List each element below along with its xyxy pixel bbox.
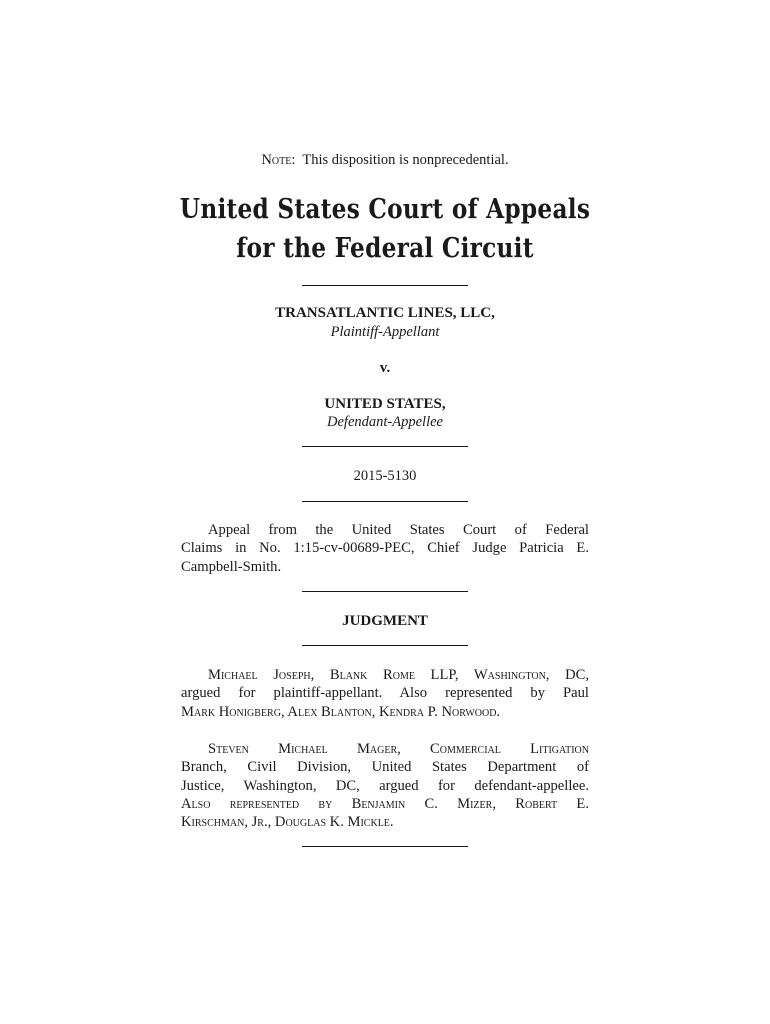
court-name-line-1: United States Court of Appeals bbox=[179, 194, 591, 225]
divider bbox=[302, 645, 468, 646]
judgment-heading: JUDGMENT bbox=[342, 613, 428, 629]
divider bbox=[302, 285, 468, 286]
versus: v. bbox=[379, 360, 391, 376]
appellant-name: TRANSATLANTIC LINES, LLC, bbox=[275, 305, 495, 321]
counsel-line: argued for plaintiff-appellant. Also represented by Paul bbox=[181, 685, 589, 702]
docket-number: 2015-5130 bbox=[353, 468, 417, 484]
defendant-counsel-paragraph bbox=[181, 740, 589, 831]
appeal-from-paragraph bbox=[181, 521, 589, 576]
counsel-line: Kirschman, Jr., Douglas K. Mickle. bbox=[181, 814, 394, 831]
appeal-line: Campbell-Smith. bbox=[181, 558, 282, 575]
appellee-role: Defendant-Appellee bbox=[327, 414, 443, 430]
divider bbox=[302, 446, 468, 447]
counsel-line: Steven Michael Mager, Commercial Litigation bbox=[208, 741, 589, 757]
divider bbox=[302, 501, 468, 502]
appeal-line: Appeal from the United States Court of Federal bbox=[208, 522, 589, 538]
court-name-line-2: for the Federal Circuit bbox=[236, 233, 534, 264]
counsel-line: Michael Joseph, Blank Rome LLP, Washington, DC, bbox=[208, 667, 589, 683]
note-text: This disposition is nonprecedential. bbox=[302, 152, 509, 168]
divider bbox=[302, 591, 468, 592]
counsel-line: Branch, Civil Division, United States Department of bbox=[181, 759, 589, 776]
divider bbox=[302, 846, 468, 847]
plaintiff-counsel-paragraph bbox=[181, 666, 589, 721]
appeal-line: Claims in No. 1:15-cv-00689-PEC, Chief Judge Patricia E. bbox=[181, 540, 589, 557]
note-label: Note: bbox=[261, 152, 296, 168]
counsel-line: Also represented by Benjamin C. Mizer, Robert E. bbox=[181, 795, 589, 812]
nonprecedential-note bbox=[0, 152, 770, 169]
counsel-line: Justice, Washington, DC, argued for defendant-appellee. bbox=[181, 777, 589, 794]
counsel-line: Mark Honigberg, Alex Blanton, Kendra P. Norwood. bbox=[181, 703, 501, 720]
appellant-role: Plaintiff-Appellant bbox=[330, 324, 440, 340]
appellee-name: UNITED STATES, bbox=[324, 396, 446, 412]
